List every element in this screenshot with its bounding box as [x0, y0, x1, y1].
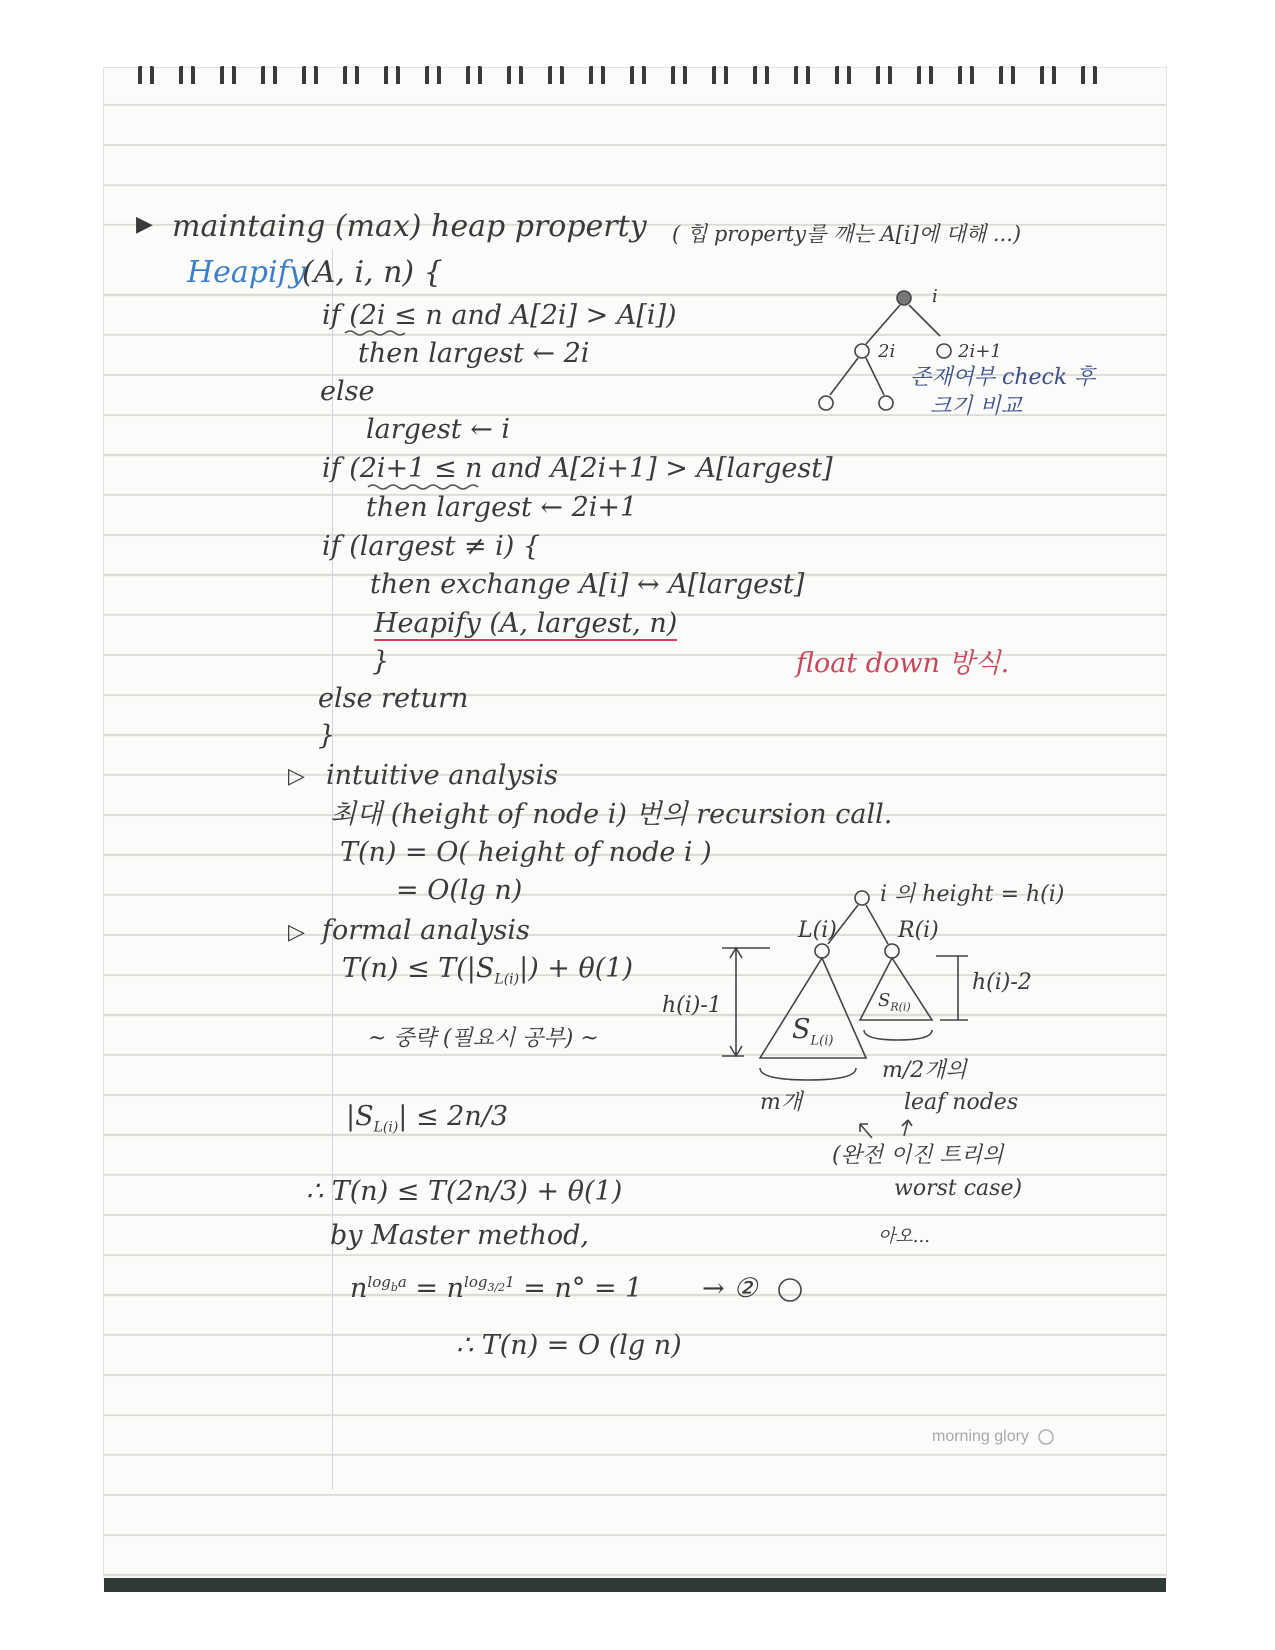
worst-case-note: (완전 이진 트리의 — [832, 1143, 1004, 1168]
code-line: if (2i ≤ n and A[2i] > A[i]) — [322, 300, 677, 331]
recursive-call-line: Heapify (A, largest, n) — [374, 608, 678, 639]
brand-label: morning glory — [932, 1428, 1029, 1445]
left-height-label: h(i)-1 — [662, 993, 722, 1018]
formal-heading: formal analysis — [322, 915, 530, 946]
tree-note: 크기 비교 — [930, 394, 1023, 419]
tree-label-i: i — [932, 286, 938, 307]
code-line: } — [372, 646, 390, 677]
code-line: } — [318, 720, 336, 751]
title-bullet: ▶ — [136, 212, 153, 237]
formal-bullet: ▷ — [288, 920, 305, 945]
brand-logo-icon — [1039, 1430, 1053, 1444]
small-heap-tree — [819, 291, 951, 410]
code-line: if (largest ≠ i) { — [322, 531, 541, 562]
code-line: if (2i+1 ≤ n and A[2i+1] > A[largest] — [322, 453, 833, 484]
left-child-label: L(i) — [798, 918, 837, 943]
subtree-bound: $|S_{L(i)}| \le 2n/3$ — [346, 1101, 509, 1136]
code-line: then largest ← 2i+1 — [366, 492, 638, 523]
height-label: i 의 height = h(i) — [880, 882, 1065, 907]
formal-recurrence: $T(n) \le T(|S_{L(i)}|) + \theta(1)$ — [342, 953, 634, 988]
etc-note: 아오... — [878, 1226, 930, 1247]
float-down-note: float down 방식. — [796, 648, 1010, 679]
tree-label-2i: 2i — [878, 341, 896, 362]
right-height-label: h(i)-2 — [972, 970, 1032, 995]
intuitive-line: T(n) = O( height of node i ) — [340, 837, 712, 868]
master-method-line: by Master method, — [330, 1220, 589, 1251]
intuitive-line: 최대 (height of node i) 번의 recursion call. — [330, 799, 893, 830]
m-count-label: m개 — [760, 1090, 803, 1115]
left-subtree-label: $S_{L(i)}$ — [792, 1014, 834, 1049]
intuitive-heading: intuitive analysis — [326, 760, 559, 791]
heapify-params: (A, i, n) { — [302, 255, 443, 290]
title-note: ( 힙 property를 깨는 A[i]에 대해 ...) — [672, 222, 1022, 246]
wavy-underline — [368, 485, 478, 489]
tree-note: 존재여부 check 후 — [910, 365, 1096, 390]
wavy-underline — [345, 331, 405, 335]
intuitive-line: = O(lg n) — [396, 875, 523, 906]
right-subtree-label: $S_{R(i)}$ — [878, 990, 911, 1014]
code-line: else — [320, 376, 375, 407]
final-recurrence: ∴ T(n) ≤ T(2n/3) + θ(1) — [306, 1176, 623, 1207]
code-line: then exchange A[i] ↔ A[largest] — [370, 569, 805, 600]
case-arrow: → ② — [702, 1273, 758, 1304]
master-formula: $n^{log_ba} = n^{log_{3/2}1} = n^\circ = 1$ — [350, 1273, 643, 1304]
code-line: else return — [318, 683, 469, 714]
leaf-nodes-label: leaf nodes — [904, 1090, 1019, 1115]
code-line: largest ← i — [366, 414, 511, 445]
omitted-note: ~ 중략 (필요시 공부) ~ — [368, 1026, 599, 1051]
code-line: then largest ← 2i — [358, 338, 590, 369]
heapify-name: Heapify — [187, 255, 306, 290]
leaf-count-label: m/2개의 — [882, 1058, 967, 1083]
tree-label-2i1: 2i+1 — [958, 341, 1002, 362]
right-child-label: R(i) — [898, 918, 939, 943]
intuitive-bullet: ▷ — [288, 764, 305, 789]
conclusion: ∴ T(n) = O (lg n) — [456, 1330, 682, 1361]
worst-case-note: worst case) — [894, 1176, 1023, 1201]
subtree-diagram — [722, 891, 968, 1301]
title-text: maintaing (max) heap property — [172, 209, 647, 244]
